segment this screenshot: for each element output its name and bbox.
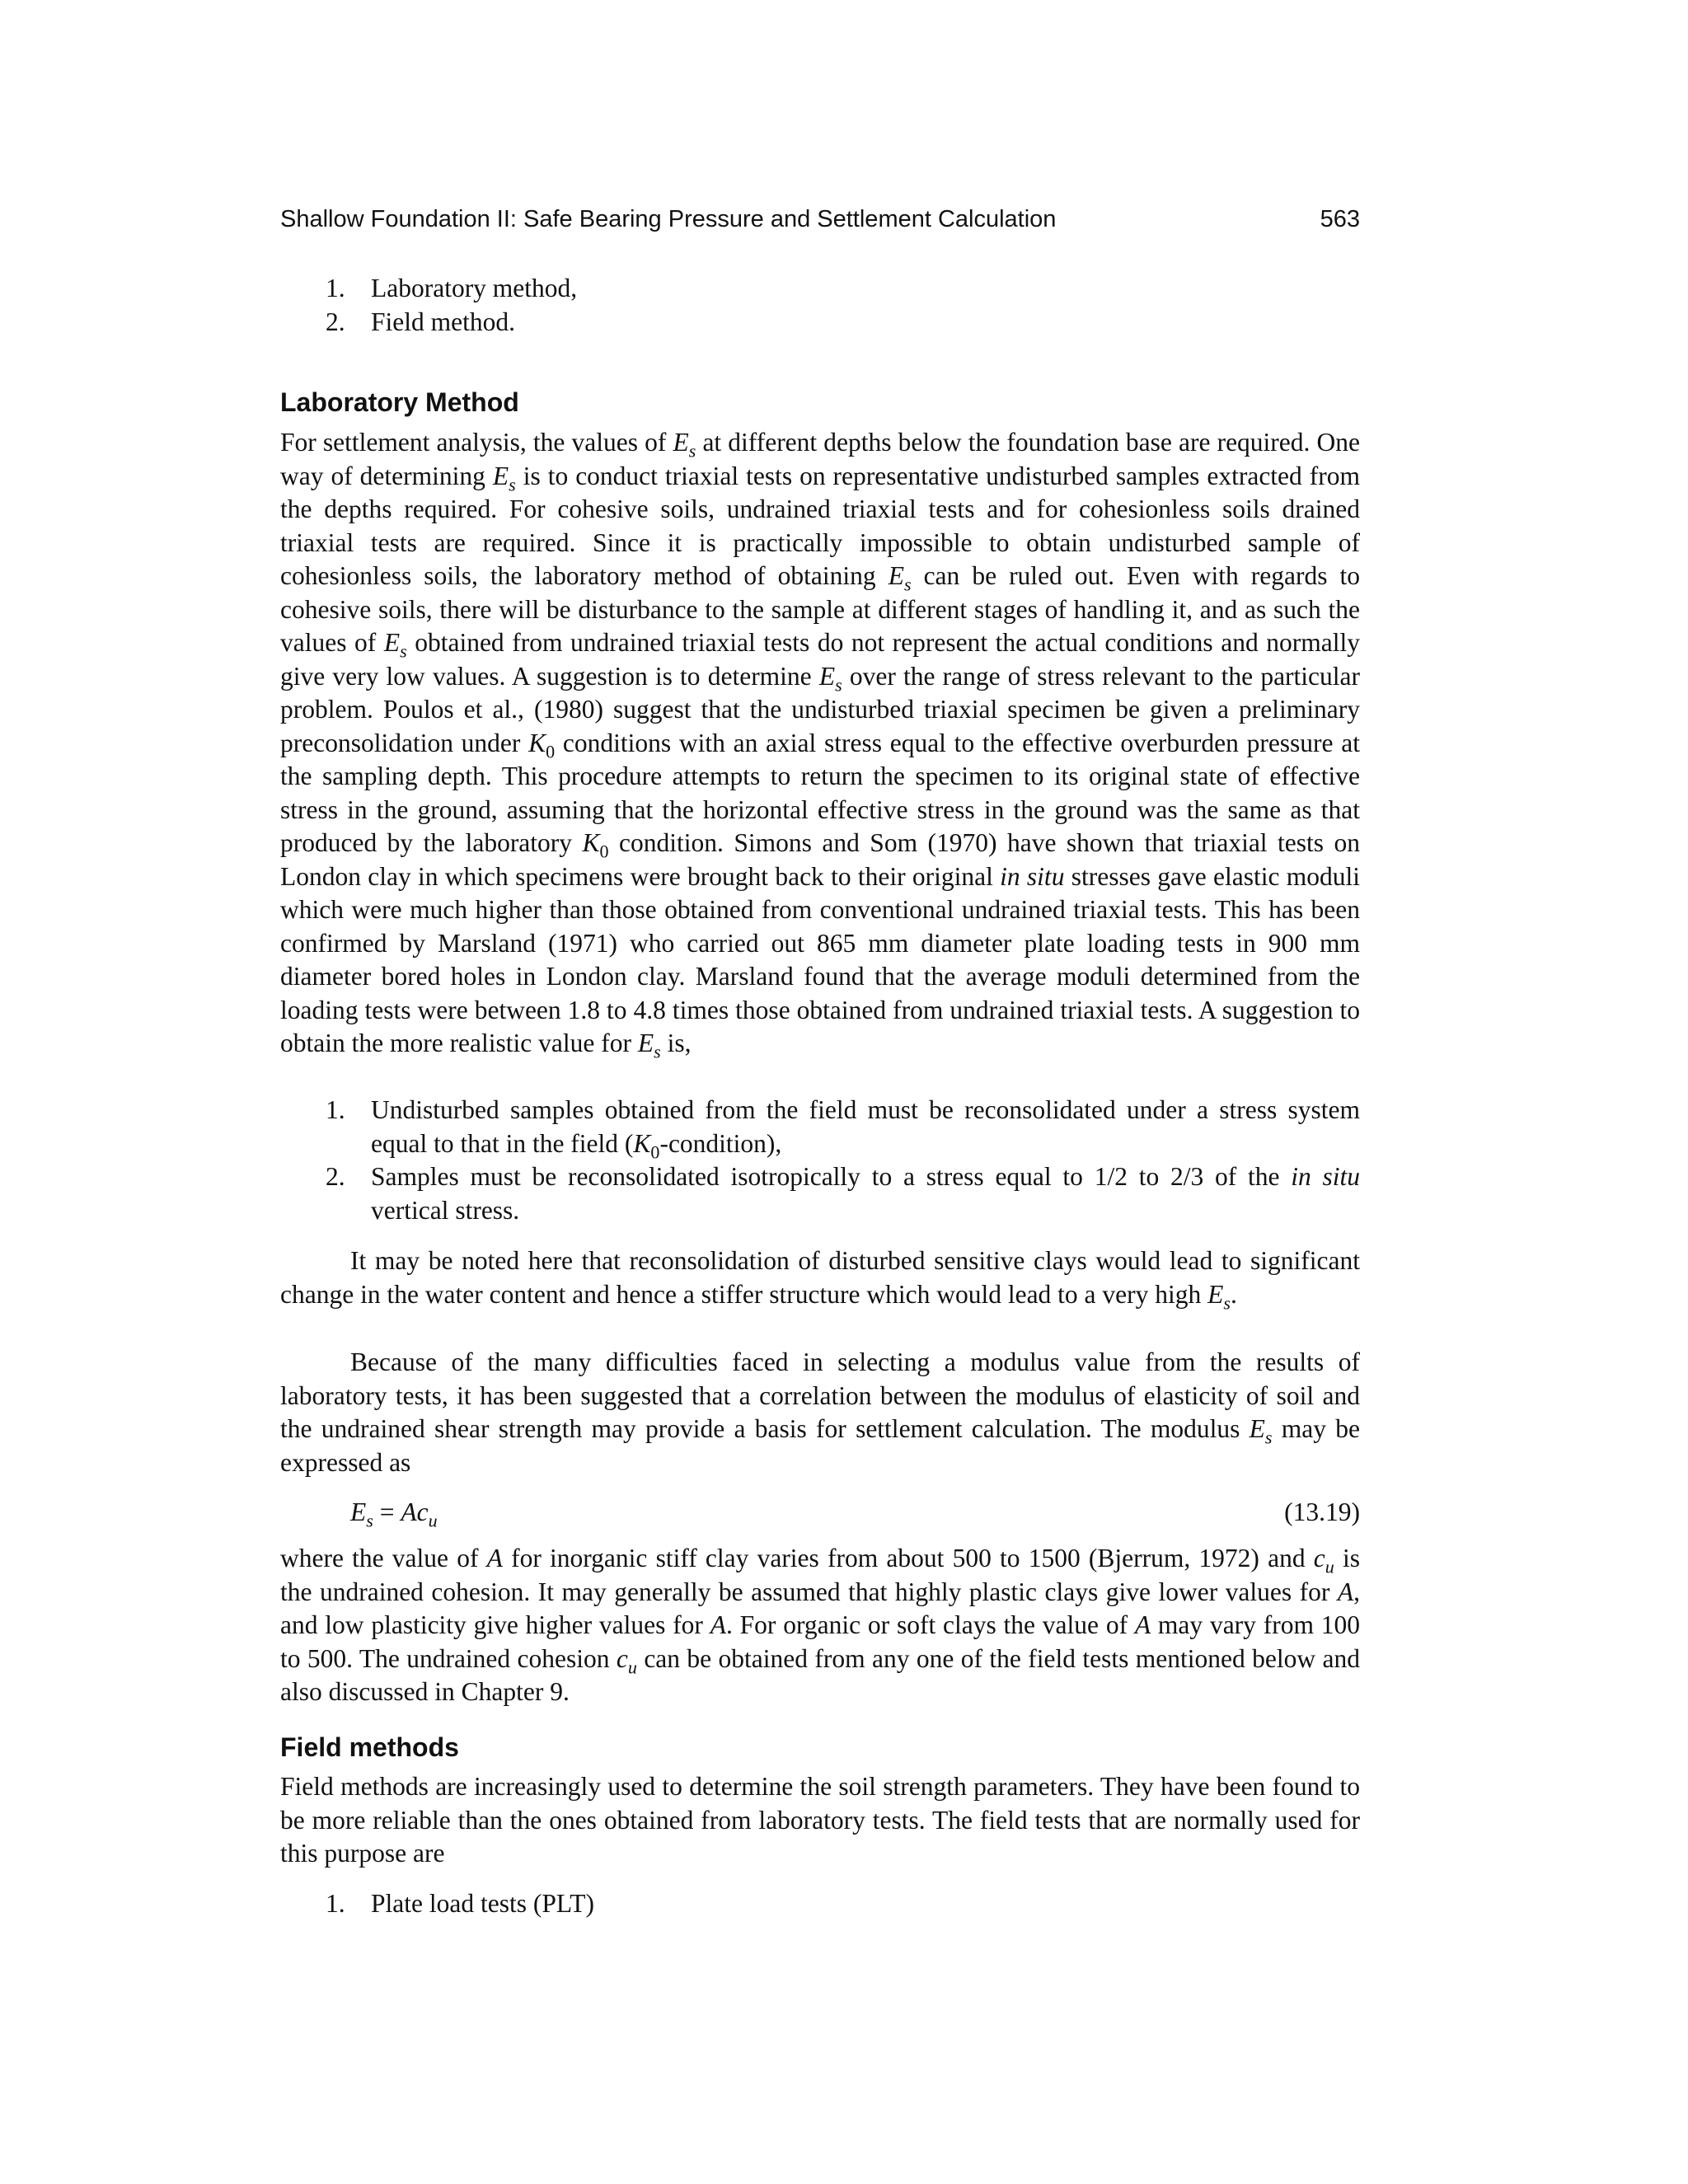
list-item: 1. Laboratory method, [326, 274, 578, 302]
running-title: Shallow Foundation II: Safe Bearing Pressure and Settlement Calculation [280, 206, 1057, 232]
intro-list [280, 272, 1360, 339]
lab-paragraph-3: Because of the many difficulties faced in selecting a modulus value from the results of laboratory tests, it has been suggested that a correlation between the modulus of elasticity of soil and the undrained shear strength may provide a basis for settlement calculation. The modulus $E_s$ may be expressed as [280, 1347, 1360, 1477]
list-item: 2. Samples must be reconsolidated isotropically to a stress equal to 1/2 to 2/3 of the in situ vertical stress. [326, 1162, 1361, 1225]
page-number: 563 [1320, 206, 1360, 232]
equation-body: $E_s = Ac_u$ [350, 1497, 438, 1531]
equation-number: (13.19) [1284, 1497, 1360, 1526]
section-heading-field: Field methods [280, 1732, 459, 1762]
lab-reconsolidation-list [280, 1094, 1360, 1227]
list-item: 1. Plate load tests (PLT) [326, 1889, 594, 1918]
lab-paragraph-2: It may be noted here that reconsolidation of disturbed sensitive clays would lead to significant change in the water content and hence a stiffer structure which would lead to a very high $E_s$. [280, 1246, 1360, 1314]
lab-paragraph-1: For settlement analysis, the values of $E_s$ at different depths below the foundation base are required. One way of determining $E_s$ is to conduct triaxial tests on representative undisturbed samples extracted from the depths required. For cohesive soils, undrained triaxial tests and for cohesionless soils drained triaxial tests are required. Since it is practically impossible to obtain undisturbed sample of cohesionless soils, the laboratory method of obtaining $E_s$ can be ruled out. Even with regards to cohesive soils, there will be disturbance to the sample at different stages of handling it, and as such the values of $E_s$ obtained from undrained triaxial tests do not represent the actual conditions and normally give very low values. A suggestion is to determine $E_s$ over the range of stress relevant to the particular problem. Poulos et al., (1980) suggest that the undisturbed triaxial specimen be given a preliminary preconsolidation under $K_0$ conditions with an axial stress equal to the effective overburden pressure at the sampling depth. This procedure attempts to return the specimen to its original state of effective stress in the ground, assuming that the horizontal effective stress in the ground was the same as that produced by the laboratory $K_0$ condition. Simons and Som (1970) have shown that triaxial tests on London clay in which specimens were brought back to their original in situ stresses gave elastic moduli which were much higher than those obtained from conventional undrained triaxial tests. This has been confirmed by Marsland (1971) who carried out 865 mm diameter plate loading tests in 900 mm diameter bored holes in London clay. Marsland found that the average moduli determined from the loading tests were between 1.8 to 4.8 times those obtained from undrained triaxial tests. A suggestion to obtain the more realistic value for $E_s$ is, [280, 428, 1361, 1062]
running-header [280, 204, 1360, 234]
list-item: 1. Undisturbed samples obtained from the field must be reconsolidated under a stress system equal to that in the field $(K_0-condition)$, [326, 1095, 1360, 1163]
list-item: 2. Field method. [326, 307, 515, 336]
lab-paragraph-4: where the value of A for inorganic stiff clay varies from about 500 to 1500 (Bjerrum, 1972) and $c_u$ is the undrained cohesion. It may generally be assumed that highly plastic clays give lower values for A, and low plasticity give higher values for A. For organic or soft clays the value of A may vary from 100 to 500. The undrained cohesion $c_u$ can be obtained from any one of the field tests mentioned below and also discussed in Chapter 9. [280, 1544, 1360, 1706]
field-paragraph-1: Field methods are increasingly used to determine the soil strength parameters. They have been found to be more reliable than the ones obtained from laboratory tests. The field tests that are normally used for this purpose are [280, 1772, 1360, 1868]
section-heading-laboratory: Laboratory Method [280, 387, 519, 417]
equation-13-19 [280, 1496, 1360, 1530]
field-tests-list [280, 1887, 1360, 1921]
